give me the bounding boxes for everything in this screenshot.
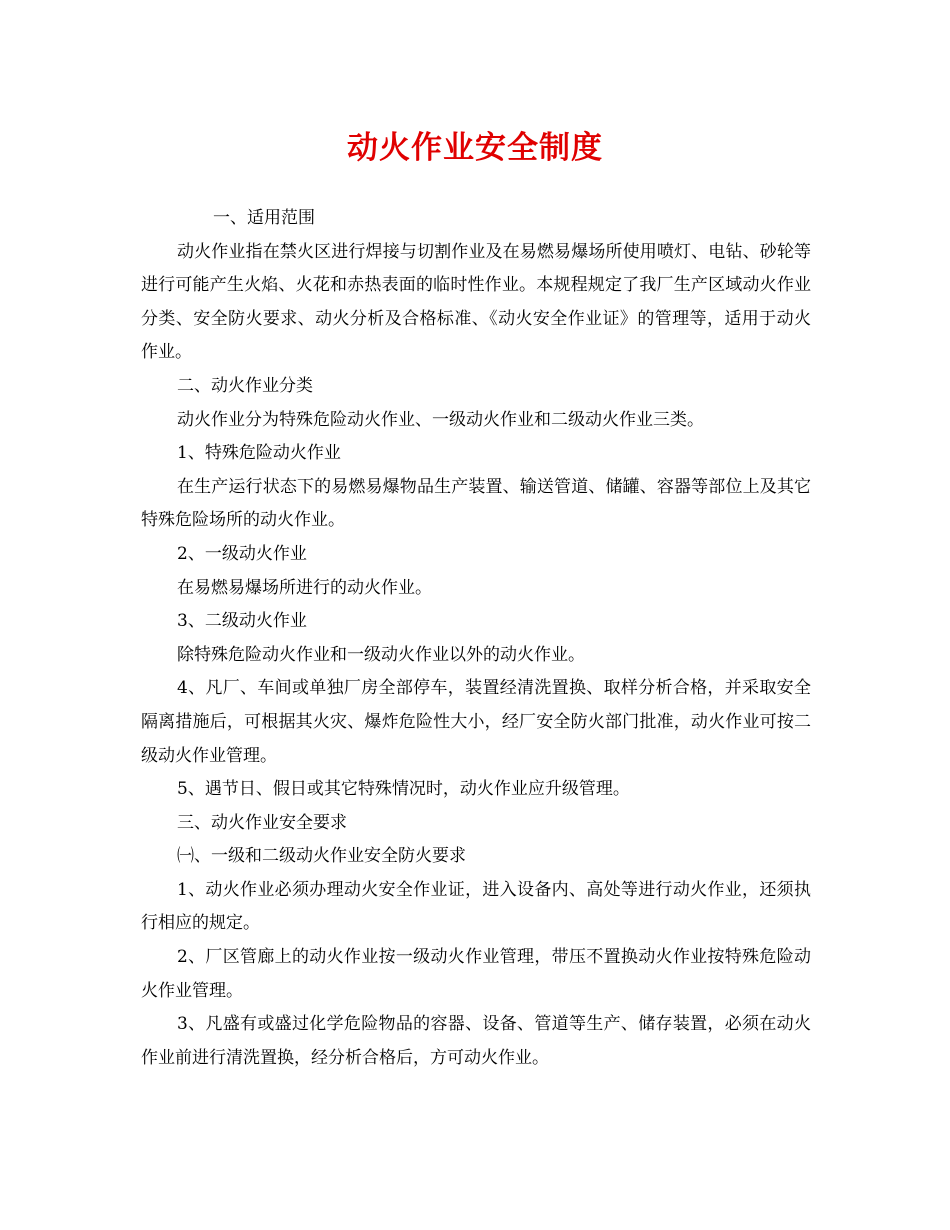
body-paragraph: 除特殊危险动火作业和一级动火作业以外的动火作业。 xyxy=(177,644,585,665)
body-paragraph: 2、厂区管廊上的动火作业按一级动火作业管理，带压不置换动火作业按特殊危险动火作业管理。 xyxy=(141,947,811,1001)
subsection-heading: 3、二级动火作业 xyxy=(177,611,307,632)
section-heading: 三、动火作业安全要求 xyxy=(177,812,347,833)
body-paragraph: 5、遇节日、假日或其它特殊情况时，动火作业应升级管理。 xyxy=(177,779,630,800)
section-heading: 二、动火作业分类 xyxy=(177,375,313,396)
subsection-heading: 2、一级动火作业 xyxy=(177,543,307,564)
document-title: 动火作业安全制度 xyxy=(347,130,603,166)
body-paragraph: 1、动火作业必须办理动火安全作业证，进入设备内、高处等进行动火作业，还须执行相应的规定。 xyxy=(141,879,811,934)
body-paragraph: 4、凡厂、车间或单独厂房全部停车，装置经清洗置换、取样分析合格，并采取安全隔离措施后，可根据其火灾、爆炸危险性大小，经厂安全防火部门批准，动火作业可按二级动火作业管理。 xyxy=(141,678,811,766)
section-heading: 一、适用范围 xyxy=(213,208,315,228)
body-paragraph: 3、凡盛有或盛过化学危险物品的容器、设备、管道等生产、储存装置，必须在动火作业前进行清洗置换，经分析合格后，方可动火作业。 xyxy=(141,1014,811,1068)
body-paragraph: 动火作业指在禁火区进行焊接与切割作业及在易燃易爆场所使用喷灯、电钻、砂轮等进行可能产生火焰、火花和赤热表面的临时性作业。本规程规定了我厂生产区域动火作业分类、安全防火要求、动火分析及合格标准、《动火安全作业证》的管理等，适用于动火作业。 xyxy=(141,241,811,363)
subsection-heading: ㈠、一级和二级动火作业安全防火要求 xyxy=(177,846,466,867)
subsection-heading: 1、特殊危险动火作业 xyxy=(177,443,341,464)
document-body xyxy=(141,202,811,1075)
body-paragraph: 在易燃易爆场所进行的动火作业。 xyxy=(177,577,432,598)
body-paragraph: 动火作业分为特殊危险动火作业、一级动火作业和二级动火作业三类。 xyxy=(177,409,704,430)
body-paragraph: 在生产运行状态下的易燃易爆物品生产装置、输送管道、储罐、容器等部位上及其它特殊危险场所的动火作业。 xyxy=(141,476,811,531)
